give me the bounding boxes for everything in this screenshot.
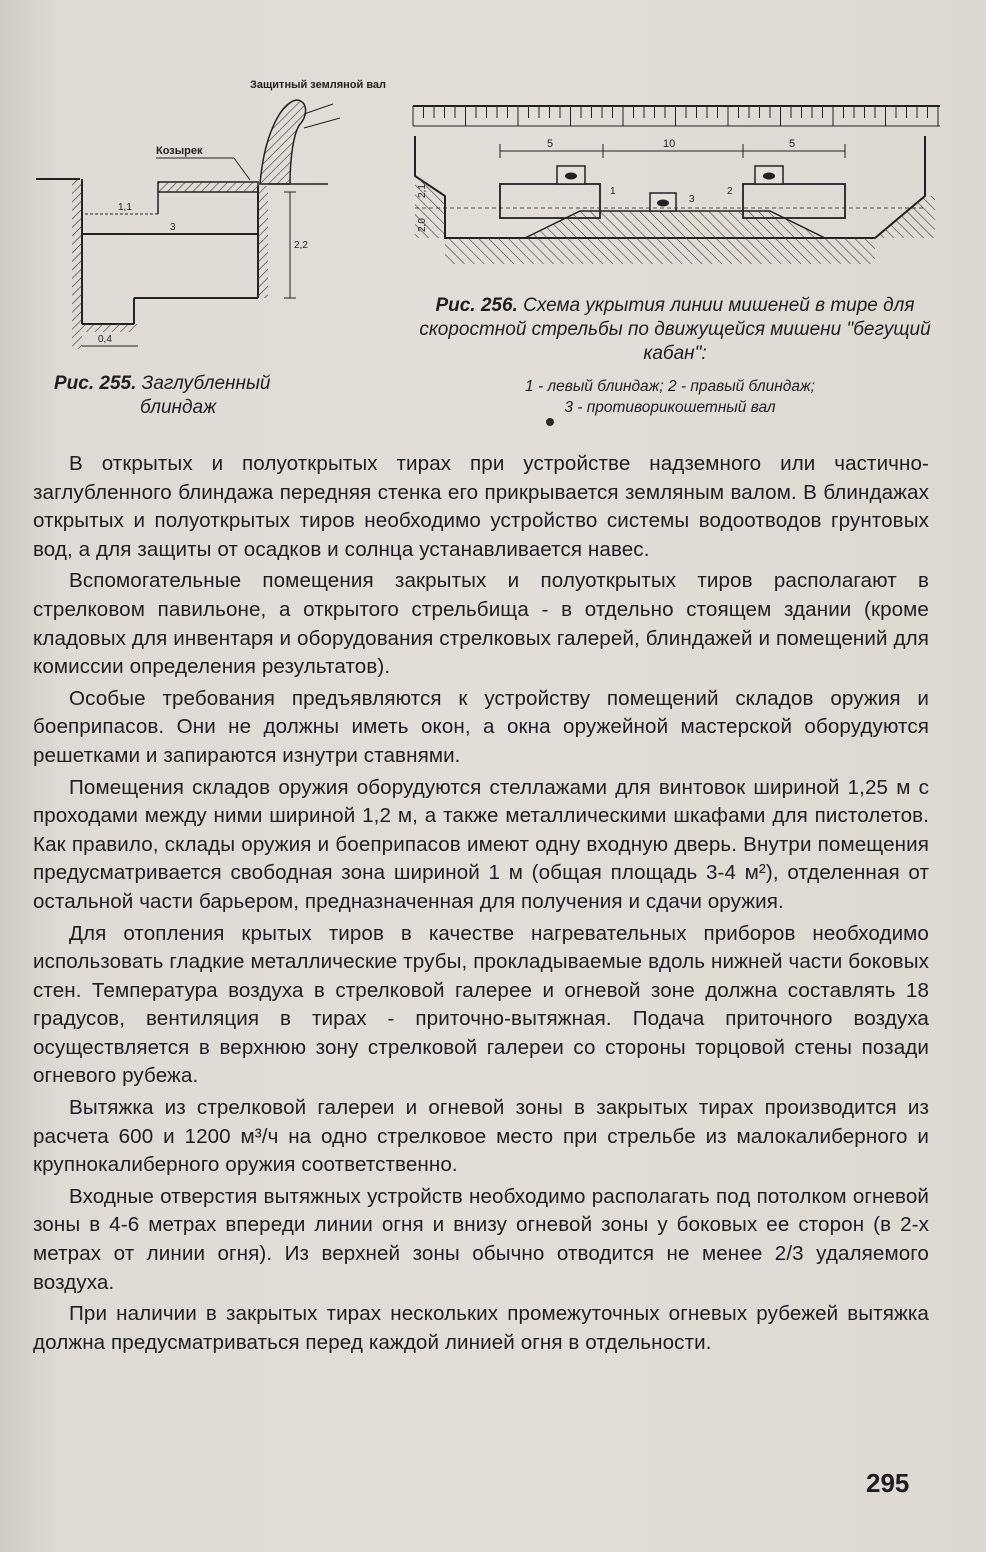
- fig256-height-1: 2,1: [417, 184, 428, 198]
- paragraph: Помещения складов оружия оборудуются стеллажами для винтовок шириной 1,25 м с проходами между ними шириной 1,2 м, а также металлическими шкафами для пистолетов. Как правило, склады оружия и боеприпасов имеют одну входную дверь. Внутри помещения предусматривается свободная зона шириной 1 м (общая площадь 3-4 м²), отделенная от остальной части барьером, предназначенная для получения и сдачи оружия.: [33, 775, 929, 913]
- paragraph: Вытяжка из стрелковой галереи и огневой зоны в закрытых тирах производится из расчета 600 и 1200 м³/ч на одно стрелковое место при стрельбе из малокалиберного и крупнокалиберного оружия соответственно.: [33, 1096, 929, 1177]
- figure-256-legend: [430, 376, 910, 418]
- body-text: [33, 450, 929, 1360]
- paragraph: Для отопления крытых тиров в качестве нагревательных приборов необходимо использовать гладкие металлические трубы, прокладываемые вдоль нижней части боковых стен. Температура воздуха в стрелковой галерее и огневой зоне должна составлять 18 градусов, вентиляция в тирах - приточно-вытяжная. Подача приточного воздуха осуществляется в верхнюю зону стрелковой галереи со стороны торцовой стены позади огневого рубежа.: [33, 921, 929, 1088]
- fig256-dim-right: 5: [789, 138, 796, 150]
- figure-256-diagram: [405, 96, 945, 276]
- fig255-label-val: Защитный земляной вал: [250, 79, 387, 91]
- fig256-marker-3: 3: [689, 194, 695, 205]
- fig255-label-kozyrek: Козырек: [156, 145, 203, 157]
- fig255-dim-1: 1,1: [118, 202, 132, 213]
- paragraph: При наличии в закрытых тирах нескольких промежуточных огневых рубежей вытяжка должна предусматриваться перед каждой линией огня в отдельности.: [33, 1302, 929, 1354]
- figure-255-title-line1: Заглубленный: [141, 373, 271, 394]
- bullet-dot: [546, 418, 554, 426]
- figure-256-caption: [405, 294, 945, 366]
- fig256-height-2: 2,0: [417, 218, 428, 232]
- paragraph: Особые требования предъявляются к устройству помещений складов оружия и боеприпасов. Они не должны иметь окон, а окна оружейной мастерской оборудуются решетками и запираются изнутри ставнями.: [33, 686, 929, 767]
- figure-255-diagram: [28, 76, 387, 366]
- figure-256-legend-line2: 3 - противорикошетный вал: [564, 399, 776, 416]
- fig256-dim-left: 5: [547, 138, 554, 150]
- figure-255-title-line2: блиндаж: [140, 397, 217, 418]
- fig256-marker-2: 2: [727, 186, 733, 197]
- figure-255-number: Рис. 255.: [54, 373, 137, 394]
- figure-256-number: Рис. 256.: [435, 295, 518, 316]
- paragraph: Вспомогательные помещения закрытых и полуоткрытых тиров располагают в стрелковом павильоне, а открытого стрельбища - в отдельно стоящем здании (кроме кладовых для инвентаря и оборудования стрелковых галерей, блиндажей и помещений для комиссии определения результатов).: [33, 569, 929, 679]
- page-number: 295: [866, 1468, 910, 1498]
- fig256-marker-1: 1: [610, 186, 616, 197]
- figure-256-legend-line1: 1 - левый блиндаж; 2 - правый блиндаж;: [525, 378, 815, 395]
- fig255-dim-3: 2,2: [294, 240, 308, 251]
- figure-256-title: Схема укрытия линии мишеней в тире для скоростной стрельбы по движущейся мишени "бегущий кабан":: [419, 295, 931, 364]
- paragraph: Входные отверстия вытяжных устройств необходимо располагать под потолком огневой зоны в 4-6 метрах впереди линии огня и внизу огневой зоны у боковых ее сторон (в 2-х метрах от линии огня). Из верхней зоны обычно отводится не менее 2/3 удаляемого воздуха.: [33, 1184, 929, 1294]
- fig255-dim-4: 0,4: [98, 334, 112, 345]
- fig255-dim-2: 3: [170, 222, 176, 233]
- figure-255-caption: [54, 372, 354, 420]
- paragraph: В открытых и полуоткрытых тирах при устройстве надземного или частично-заглубленного блиндажа передняя стенка его прикрывается земляным валом. В блиндажах открытых и полуоткрытых тиров необходимо устройство системы водоотводов грунтовых вод, а для защиты от осадков и солнца устанавливается навес.: [33, 452, 929, 561]
- fig256-dim-mid: 10: [663, 138, 676, 150]
